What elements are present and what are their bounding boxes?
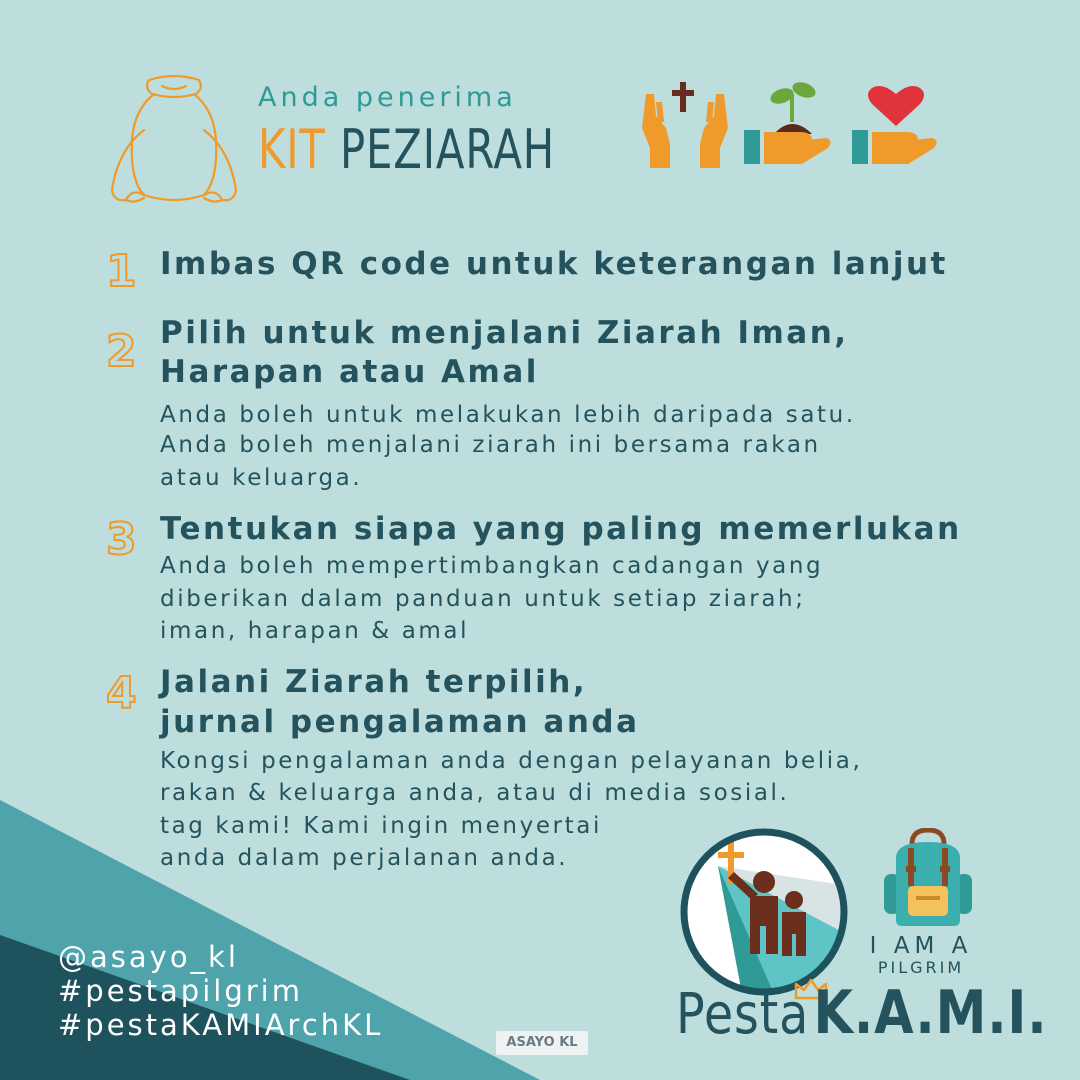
page-title xyxy=(258,118,555,181)
title-peziarah: PEZIARAH xyxy=(339,118,556,181)
step-2-body-line2: Anda boleh menjalani ziarah ini bersama rakan xyxy=(160,432,821,458)
step-3-body-line3: iman, harapan & amal xyxy=(160,618,470,644)
pilgrim-circle-icon xyxy=(678,826,850,998)
step-4-body-line4: anda dalam perjalanan anda. xyxy=(160,845,569,871)
kami-word: K.A.M.I. xyxy=(813,978,1048,1048)
pesta-word: Pesta xyxy=(676,982,810,1047)
hashtag-pestakami[interactable]: #pestaKAMIArchKL xyxy=(58,1008,384,1042)
step-number-4: 4 xyxy=(106,668,137,719)
step-2-body-line3: atau keluarga. xyxy=(160,465,363,491)
step-3-heading: Tentukan siapa yang paling memerlukan xyxy=(160,511,962,547)
backpack-icon xyxy=(878,828,978,928)
step-4-heading-line1: Jalani Ziarah terpilih, xyxy=(160,664,588,700)
praying-hands-cross-icon xyxy=(640,82,730,168)
title-kit: KIT xyxy=(258,118,326,181)
step-4-body-line3: tag kami! Kami ingin menyertai xyxy=(160,813,602,839)
step-4-body-line1: Kongsi pengalaman anda dengan pelayanan belia, xyxy=(160,748,863,774)
iam-pilgrim-text xyxy=(862,935,980,979)
step-2-body-line1: Anda boleh untuk melakukan lebih daripada satu. xyxy=(160,402,856,428)
step-1-heading: Imbas QR code untuk keterangan lanjut xyxy=(160,246,948,282)
step-2-heading-line1: Pilih untuk menjalani Ziarah Iman, xyxy=(160,315,849,351)
hand-seedling-icon xyxy=(742,82,834,168)
step-4-heading-line2: jurnal pengalaman anda xyxy=(160,704,640,740)
step-3-body-line1: Anda boleh mempertimbangkan cadangan yang xyxy=(160,553,824,579)
step-2-heading-line2: Harapan atau Amal xyxy=(160,354,539,390)
iam-line1: I AM A xyxy=(869,933,973,959)
step-3-body-line2: diberikan dalam panduan untuk setiap ziarah; xyxy=(160,586,806,612)
iam-line2: PILGRIM xyxy=(877,958,965,977)
social-handle[interactable]: @asayo_kl xyxy=(58,940,239,974)
social-tags xyxy=(58,940,383,1042)
step-number-1: 1 xyxy=(106,246,137,297)
kicker-text: Anda penerima xyxy=(258,82,517,113)
hashtag-pestapilgrim[interactable]: #pestapilgrim xyxy=(58,974,303,1008)
hand-heart-icon xyxy=(850,82,940,168)
pesta-kami-logo xyxy=(676,978,1047,1048)
pouch-icon xyxy=(104,70,244,212)
step-number-2: 2 xyxy=(106,326,137,377)
step-number-3: 3 xyxy=(106,514,137,565)
watermark: ASAYO KL xyxy=(496,1031,588,1055)
step-4-body-line2: rakan & keluarga anda, atau di media sosial. xyxy=(160,780,790,806)
